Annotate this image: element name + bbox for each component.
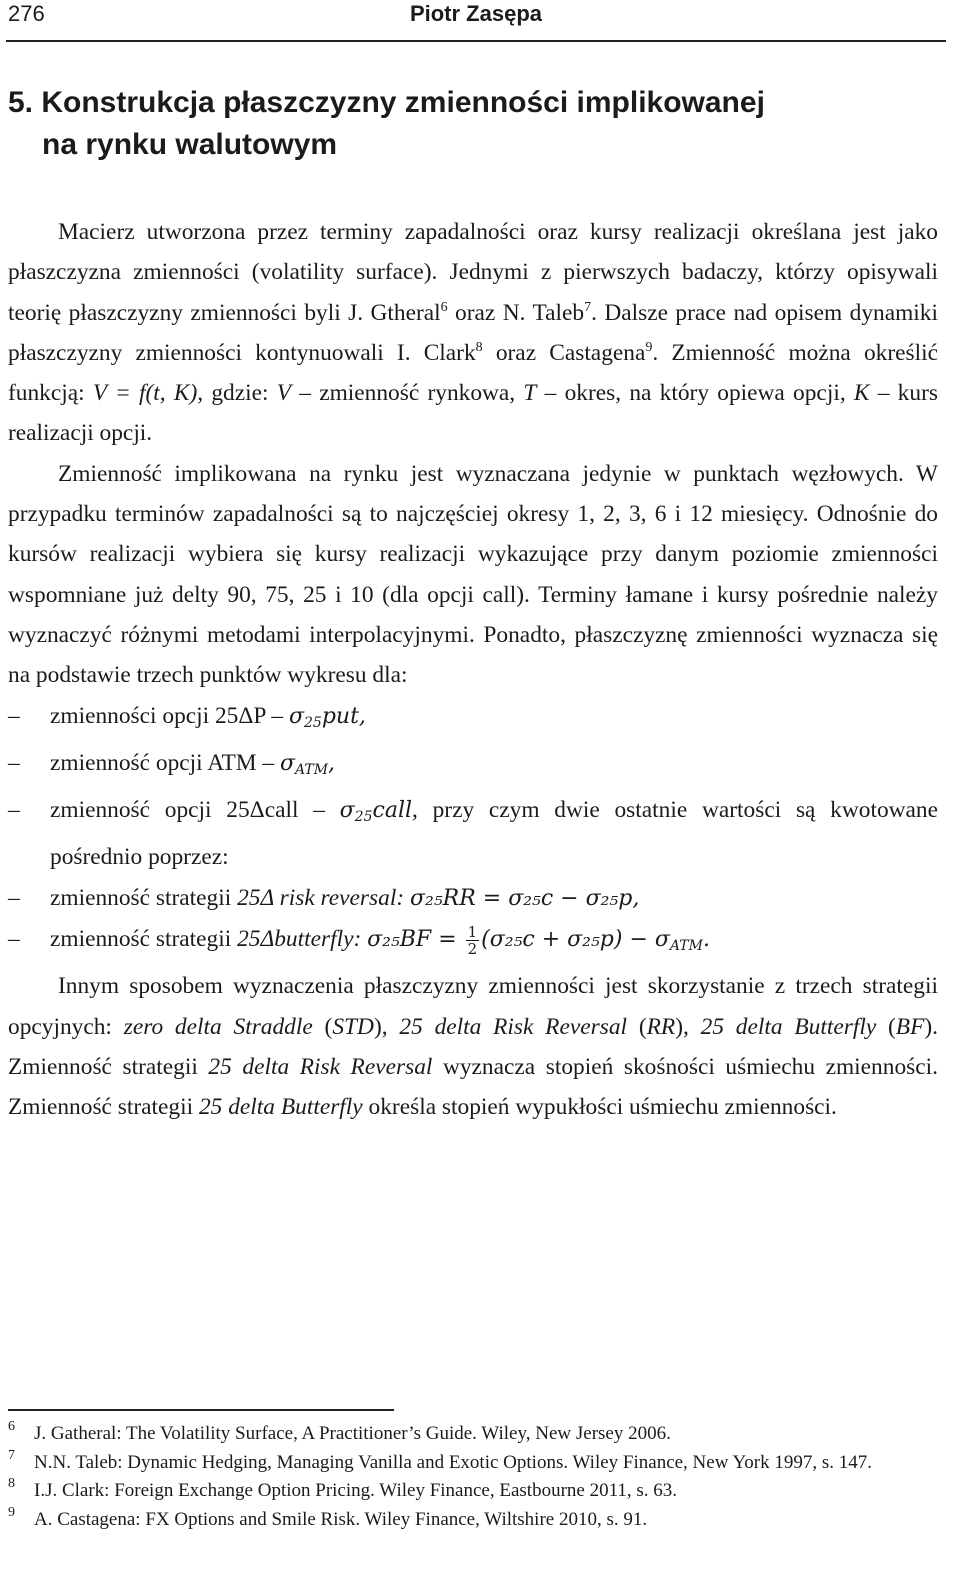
dash-bullet: –: [8, 797, 20, 824]
list-item-text: zmienność strategii: [50, 926, 238, 953]
footnotes: [8, 1420, 943, 1534]
formula-v: V = f(t, K),: [92, 380, 204, 407]
p1-text: gdzie:: [203, 380, 277, 407]
p1-text: – zmienność rynkowa,: [291, 380, 524, 407]
dash-bullet: –: [8, 702, 20, 729]
p1-text: . Dalsze prace nad opisem dynamiki płaszczyzny zmienności kontynuowali I. Clark: [8, 299, 938, 366]
page-header: [0, 0, 960, 46]
math-expression: σATM,: [279, 750, 336, 778]
footnote: [8, 1449, 943, 1478]
footnote-ref-9: 9: [645, 340, 653, 356]
strategy-name: 25Δbutterfly:: [237, 926, 362, 953]
math-expression: σ25put,: [288, 703, 366, 731]
math-expression: σ₂₅BF = $\frac{1}{2}$ (σ₂₅c + σ₂₅p) − σATM.: [367, 922, 710, 958]
footnote-number: 7: [8, 1447, 15, 1463]
footnote-ref-7: 7: [584, 299, 592, 315]
list-item-text: zmienność opcji ATM –: [50, 749, 280, 776]
math-expression: σ₂₅RR = σ₂₅c − σ₂₅p,: [409, 885, 640, 911]
list-item: [8, 696, 938, 743]
list-item-text: zmienności opcji 25ΔP –: [50, 702, 289, 729]
list-item-text: zmienność opcji 25Δcall –: [50, 797, 340, 824]
body-text: [8, 212, 938, 1128]
page-number: 276: [8, 1, 45, 26]
paragraph-3: Innym sposobem wyznaczenia płaszczyzny zmienności jest skorzystanie z trzech strategii opcyjnych: zero delta Straddle (STD), 25 delta Risk Reversal (RR), 25 delta Butterfly (BF). Zmienność strategii 25 delta Risk Reversal wyznacza stopień skośności uśmiechu zmienności. Zmienność strategii 25 delta Butterfly określa stopień wypukłości uśmiechu zmienności.: [8, 973, 939, 1121]
footnote-ref-8: 8: [475, 340, 483, 356]
footnote: [8, 1477, 943, 1506]
dash-bullet: –: [8, 884, 20, 911]
p1-text: Macierz utworzona przez terminy zapadalności oraz kursy realizacji określana jest jako płaszczyzna zmienności (volatility surface). Jednymi z pierwszych badaczy, którzy opisywali teorię płaszczyzny zmienności byli J. Gtheral: [8, 219, 938, 326]
dash-bullet: –: [8, 749, 20, 776]
footnote-text: A. Castagena: FX Options and Smile Risk. Wiley Finance, Wiltshire 2010, s. 91.: [34, 1508, 648, 1530]
paragraph-2: Zmienność implikowana na rynku jest wyznaczana jedynie w punktach węzłowych. W przypadku terminów zapadalności są to najczęściej okresy 1, 2, 3, 6 i 12 miesięcy. Odnośnie do kursów realizacji wybiera się kursy realizacji wykazujące przy danym poziomie zmienności wspomniane już delty 90, 75, 25 i 10 (dla opcji call). Terminy łamane i kursy pośrednie należy wyznaczyć różnymi metodami interpolacyjnymi. Ponadto, płaszczyznę zmienności wyznacza się na podstawie trzech punktów wykresu dla:: [8, 460, 938, 689]
math-expression: σ25call: [339, 798, 413, 826]
section-title-line-1: 5. Konstrukcja płaszczyzny zmienności implikowanej: [8, 86, 765, 119]
dash-bullet: –: [8, 926, 20, 953]
paragraph-1: [8, 212, 938, 454]
footnote-text: J. Gatheral: The Volatility Surface, A Practitioner’s Guide. Wiley, New Jersey 2006.: [34, 1423, 671, 1444]
footnote-number: 6: [8, 1419, 15, 1434]
list-item-text: , przy czym dwie ostatnie wartości są kwotowane pośrednio poprzez:: [50, 797, 938, 871]
list-item: [8, 790, 938, 878]
section-heading: [8, 82, 938, 166]
p1-text: oraz Castagena: [482, 339, 646, 366]
footnote-rule: [8, 1409, 394, 1411]
section-title-line-2: na rynku walutowym: [42, 128, 338, 161]
footnote-text: I.J. Clark: Foreign Exchange Option Pricing. Wiley Finance, Eastbourne 2011, s. 63.: [34, 1480, 678, 1502]
symbol-k: K: [853, 380, 870, 407]
p1-text: oraz N. Taleb: [447, 299, 585, 326]
footnote-number: 9: [8, 1504, 15, 1520]
list-item: [8, 743, 938, 790]
list-item: [8, 878, 938, 919]
footnote-text: N.N. Taleb: Dynamic Hedging, Managing Vanilla and Exotic Options. Wiley Finance, New York 1997, s. 147.: [34, 1451, 873, 1473]
header-rule: [6, 40, 946, 42]
p1-text: – okres, na który opiewa opcji,: [536, 380, 854, 407]
strategy-name: 25Δ risk reversal:: [237, 884, 405, 911]
footnote: [8, 1420, 943, 1449]
footnote: [8, 1506, 943, 1535]
symbol-t: T: [523, 380, 537, 407]
list-item: [8, 919, 938, 966]
p1-text: . Zmienność można określić funkcją:: [8, 339, 938, 407]
p1-text: – kurs realizacji opcji.: [8, 380, 938, 447]
running-author: Piotr Zasępa: [409, 1, 542, 26]
footnote-ref-6: 6: [440, 299, 448, 315]
footnote-number: 8: [8, 1476, 15, 1492]
list-item-text: zmienność strategii: [50, 884, 238, 911]
symbol-v: V: [276, 380, 292, 407]
fraction: $\frac{1}{2}$: [467, 922, 478, 958]
